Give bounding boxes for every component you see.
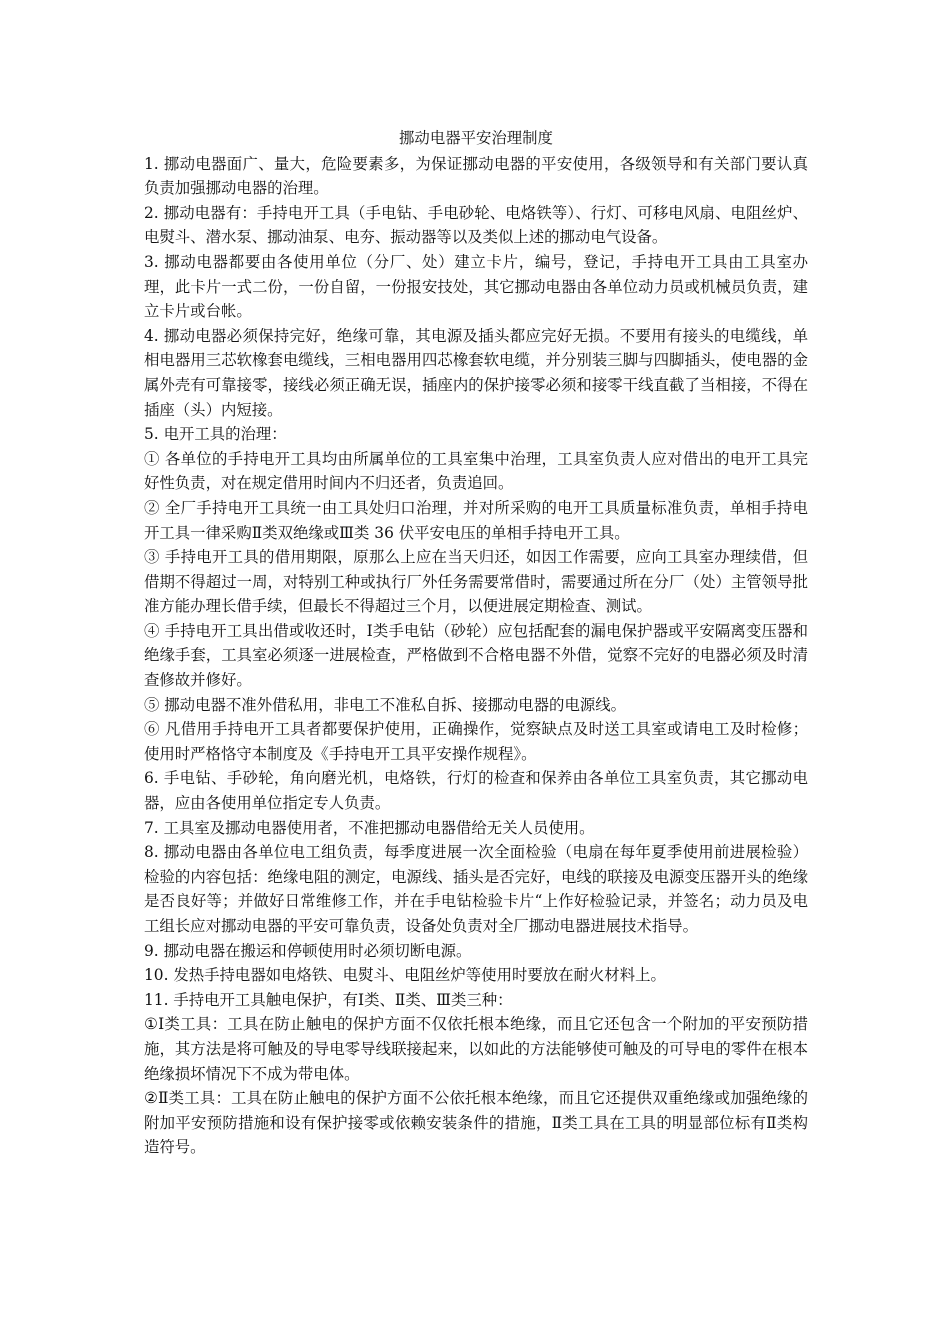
- paragraph: 2. 挪动电器有：手持电开工具（手电钻、手电砂轮、电烙铁等）、行灯、可移电风扇、电阻丝炉、电熨斗、潜水泵、挪动油泵、电夯、振动器等以及类似上述的挪动电气设备。: [144, 203, 808, 247]
- paragraph: 6. 手电钻、手砂轮，角向磨光机，电烙铁，行灯的检查和保养由各单位工具室负责，其它挪动电器，应由各使用单位指定专人负责。: [144, 769, 808, 813]
- paragraph: 4. 挪动电器必须保持完好，绝缘可靠，其电源及插头都应完好无损。不要用有接头的电缆线，单相电器用三芯软橡套电缆线，三相电器用四芯橡套软电缆，并分别装三脚与四脚插头，使电器的金属外壳有可靠接零，接线必须正确无误，插座内的保护接零必须和接零干线直截了当相接，不得在插座（头）内短接。: [144, 326, 808, 419]
- paragraph: ③ 手持电开工具的借用期限，原那么上应在当天归还，如因工作需要，应向工具室办理续借，但借期不得超过一周，对特别工种或执行厂外任务需要常借时，需要通过所在分厂（处）主管领导批准方能办理长借手续，但最长不得超过三个月，以便进展定期检查、测试。: [144, 548, 808, 616]
- paragraph: 3. 挪动电器都要由各使用单位（分厂、处）建立卡片，编号，登记，手持电开工具由工具室办理，此卡片一式二份，一份自留，一份报安技处，其它挪动电器由各单位动力员或机械员负责，建立卡片或台帐。: [144, 252, 808, 321]
- paragraph: 7. 工具室及挪动电器使用者，不准把挪动电器借给无关人员使用。: [144, 818, 595, 837]
- paragraph: ⑥ 凡借用手持电开工具者都要保护使用，正确操作，觉察缺点及时送工具室或请电工及时检修；使用时严格恪守本制度及《手持电开工具平安操作规程》。: [144, 720, 808, 763]
- paragraph: ④ 手持电开工具出借或收还时，Ⅰ类手电钻（砂轮）应包括配套的漏电保护器或平安隔离变压器和绝缘手套，工具室必须逐一进展检查，严格做到不合格电器不外借，觉察不完好的电器必须及时清查修故并修好。: [144, 621, 808, 690]
- paragraph: ② 全厂手持电开工具统一由工具处归口治理，并对所采购的电开工具质量标准负责，单相手持电开工具一律采购Ⅱ类双绝缘或Ⅲ类 36 伏平安电压的单相手持电开工具。: [144, 498, 808, 542]
- section-heading: 11. 手持电开工具触电保护，有Ⅰ类、Ⅱ类、Ⅲ类三种：: [144, 990, 513, 1009]
- document-body: [144, 126, 808, 1160]
- paragraph: ②Ⅱ类工具：工具在防止触电的保护方面不公依托根本绝缘，而且它还提供双重绝缘或加强绝缘的附加平安预防措施和设有保护接零或依赖安装条件的措施，Ⅱ类工具在工具的明显部位标有Ⅱ类构造符号。: [144, 1089, 808, 1157]
- paragraph: 1. 挪动电器面广、量大，危险要素多，为保证挪动电器的平安使用，各级领导和有关部门要认真负责加强挪动电器的治理。: [144, 154, 808, 198]
- paragraph: 9. 挪动电器在搬运和停顿使用时必须切断电源。: [144, 941, 472, 960]
- section-heading: 5. 电开工具的治理：: [144, 425, 287, 444]
- paragraph: ①Ⅰ类工具：工具在防止触电的保护方面不仅依托根本绝缘，而且它还包含一个附加的平安预防措施，其方法是将可触及的导电零导线联接起来，以如此的方法能够使可触及的可导电的零件在根本绝缘损坏情况下不成为带电体。: [144, 1015, 808, 1083]
- paragraph: 8. 挪动电器由各单位电工组负责，每季度进展一次全面检验（电扇在每年夏季使用前进展检验）检验的内容包括：绝缘电阻的测定，电源线、插头是否完好，电线的联接及电源变压器开头的绝缘是否良好等；并做好日常维修工作，并在手电钻检验卡片“上作好检验记录，并签名；动力员及电工组长应对挪动电器的平安可靠负责，设备处负责对全厂挪动电器进展技术指导。: [144, 843, 808, 935]
- document-title: 挪动电器平安治理制度: [399, 129, 553, 147]
- paragraph: 10. 发热手持电器如电烙铁、电熨斗、电阻丝炉等使用时要放在耐火材料上。: [144, 966, 666, 985]
- paragraph: ① 各单位的手持电开工具均由所属单位的工具室集中治理，工具室负责人应对借出的电开工具完好性负责，对在规定借用时间内不归还者，负责追回。: [144, 449, 808, 493]
- paragraph: ⑤ 挪动电器不准外借私用，非电工不准私自拆、接挪动电器的电源线。: [144, 695, 627, 714]
